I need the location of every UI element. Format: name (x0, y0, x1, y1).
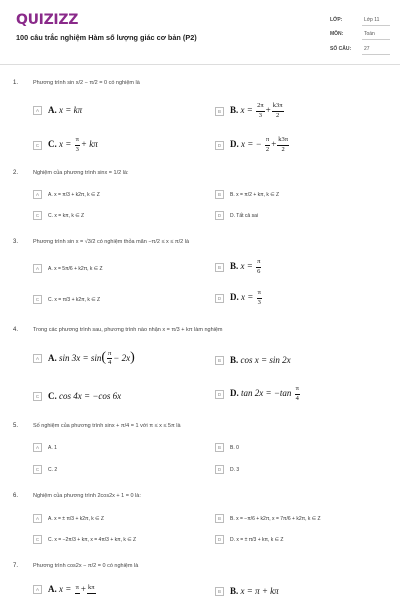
option-a[interactable] (33, 190, 100, 199)
count-label: SỐ CÂU: (330, 46, 352, 52)
header-divider (0, 64, 400, 65)
option-text: B. x = π/2 + kπ, k ∈ Z (230, 191, 280, 198)
option-c[interactable] (33, 391, 121, 401)
option-letter-box: C (33, 295, 42, 304)
option-b[interactable] (215, 355, 291, 365)
question-number: 3. (13, 239, 19, 245)
option-text: D. x = − $\frac{\pi}{2}$ + $\frac{k3\pi}{2}$ (230, 136, 289, 153)
option-letter-box: C (33, 211, 42, 220)
option-text: C. x = π/3 + k2π, k ∈ Z (48, 296, 101, 303)
option-a[interactable] (33, 443, 57, 452)
option-text: D. x = $\frac{\pi}{3}$ (230, 289, 261, 306)
fraction: $\frac{\pi}{6}$ (257, 258, 261, 275)
option-letter-box: B (215, 443, 224, 452)
option-text: A. x = π/3 + k2π, k ∈ Z (48, 191, 100, 198)
option-d[interactable] (215, 137, 290, 153)
option-letter-box: A (33, 443, 42, 452)
option-letter-box: A (33, 264, 42, 273)
fraction: $\frac{\pi}{3}$ (257, 289, 261, 306)
option-a[interactable] (33, 584, 97, 595)
count-value: 27 (364, 46, 370, 52)
option-text: A. sin 3x = sin( $\frac{\pi}{4}$ − 2x) (48, 349, 135, 367)
question-number: 1. (13, 80, 19, 86)
option-letter-box: B (215, 587, 224, 596)
option-text: C. cos 4x = −cos 6x (48, 391, 122, 401)
option-text: A. 1 (48, 444, 57, 451)
class-label: LỚP: (330, 17, 343, 23)
option-text: C. x = −2π/3 + kπ, x = 4π/3 + kπ, k ∈ Z (48, 536, 137, 543)
option-a[interactable] (33, 350, 135, 367)
question-text: Phương trình cos2x − π/2 = 0 có nghiệm là (33, 563, 139, 569)
option-a[interactable] (33, 514, 104, 523)
fraction: π (75, 585, 80, 595)
option-letter-box: A (33, 514, 42, 523)
option-letter-box: C (33, 465, 42, 474)
fraction: $\frac{\pi}{4}$ (108, 349, 112, 367)
worksheet-header (0, 0, 400, 60)
option-letter-box: C (33, 535, 42, 544)
option-c[interactable] (33, 465, 57, 474)
option-text: D. x = ± π/3 + kπ, k ∈ Z (230, 536, 284, 543)
class-value: Lớp 11 (364, 17, 380, 23)
option-text: B. 0 (230, 444, 239, 451)
option-b[interactable] (215, 190, 279, 199)
option-letter-box: B (215, 514, 224, 523)
fraction: $\frac{\pi}{4}$ (295, 385, 299, 402)
option-letter-box: C (33, 141, 42, 150)
option-b[interactable] (215, 103, 285, 119)
option-text: D. Tất cả sai (230, 212, 258, 219)
question-number: 5. (13, 423, 19, 429)
option-d[interactable] (215, 465, 239, 474)
fraction: kπ (87, 585, 96, 595)
option-letter-box: B (215, 190, 224, 199)
option-text: D. tan 2x = −tan $\frac{\pi}{4}$ (230, 385, 299, 402)
question-number: 4. (13, 327, 19, 333)
option-letter-box: A (33, 354, 42, 363)
option-a[interactable] (33, 264, 103, 273)
fraction: $\frac{k3\pi}{2}$ (272, 102, 283, 119)
question-number: 2. (13, 170, 19, 176)
option-letter-box: A (33, 190, 42, 199)
option-text: B. x = π + kπ (230, 586, 279, 596)
fraction: $\frac{2\pi}{3}$ (257, 102, 264, 119)
option-b[interactable] (215, 514, 321, 523)
question-number: 6. (13, 493, 19, 499)
option-c[interactable] (33, 535, 136, 544)
option-text: C. x = kπ, k ∈ Z (48, 212, 85, 219)
option-a[interactable] (33, 105, 82, 115)
option-text: D. 3 (230, 466, 240, 473)
option-letter-box: B (215, 356, 224, 365)
question-number: 7. (13, 563, 19, 569)
question-text: Trong các phương trình sau, phương trình nào nhận x = π/3 + kπ làm nghiệm (33, 327, 223, 333)
question-text: Nghiệm của phương trình sinx = 1/2 là: (33, 170, 129, 176)
option-letter-box: D (215, 390, 224, 399)
option-text: C. 2 (48, 466, 58, 473)
option-text: B. x = $\frac{\pi}{6}$ (230, 258, 261, 275)
option-letter-box: B (215, 263, 224, 272)
option-letter-box: D (215, 294, 224, 303)
option-text: A. x = π + kπ (48, 584, 95, 594)
option-letter-box: D (215, 141, 224, 150)
option-d[interactable] (215, 386, 301, 402)
option-c[interactable] (33, 295, 100, 304)
option-letter-box: D (215, 465, 224, 474)
option-c[interactable] (33, 211, 84, 220)
fraction: $\frac{k3\pi}{2}$ (278, 136, 289, 153)
worksheet-title: 100 câu trắc nghiệm Hàm số lượng giác cơ bản (P2) (16, 33, 197, 42)
option-letter-box: D (215, 535, 224, 544)
option-text: B. x = $\frac{2\pi}{3}$ + $\frac{k3\pi}{2}$ (230, 102, 283, 119)
option-d[interactable] (215, 535, 283, 544)
option-text: A. x = 5π/6 + k2π, k ∈ Z (48, 265, 103, 272)
option-text: B. x = −π/6 + k2π, x = 7π/6 + k2π, k ∈ Z (230, 515, 321, 522)
question-text: Số nghiệm của phương trình sinx + π/4 = 1 với π ≤ x ≤ 5π là (33, 423, 181, 429)
option-letter-box: A (33, 585, 42, 594)
option-letter-box: D (215, 211, 224, 220)
option-text: A. x = ± π/3 + k2π, k ∈ Z (48, 515, 104, 522)
quizizz-logo: QUIZIZZ (16, 12, 79, 28)
option-d[interactable] (215, 211, 258, 220)
class-underline (362, 25, 390, 26)
question-text: Phương trình sin x/2 − π/2 = 0 có nghiệm là (33, 80, 140, 86)
count-underline (362, 54, 390, 55)
subject-underline (362, 39, 390, 40)
option-text: A. x = kπ (48, 105, 83, 115)
option-text: B. cos x = sin 2x (230, 355, 291, 365)
subject-label: MÔN: (330, 31, 344, 37)
option-letter-box: A (33, 106, 42, 115)
question-text: Nghiệm của phương trình 2cos2x + 1 = 0 là: (33, 493, 141, 499)
fraction: $\frac{\pi}{3}$ (75, 136, 79, 153)
option-text: C. x = $\frac{\pi}{3}$ + kπ (48, 136, 98, 153)
option-b[interactable] (215, 443, 239, 452)
fraction: $\frac{\pi}{2}$ (265, 136, 270, 153)
option-letter-box: C (33, 392, 42, 401)
question-text: Phương trình sin x = √3/2 có nghiệm thỏa mãn −π/2 ≤ x ≤ π/2 là (33, 239, 190, 245)
option-b[interactable] (215, 586, 279, 596)
option-c[interactable] (33, 137, 98, 153)
option-b[interactable] (215, 259, 262, 275)
subject-value: Toán (364, 31, 375, 37)
option-letter-box: B (215, 107, 224, 116)
option-d[interactable] (215, 290, 263, 306)
